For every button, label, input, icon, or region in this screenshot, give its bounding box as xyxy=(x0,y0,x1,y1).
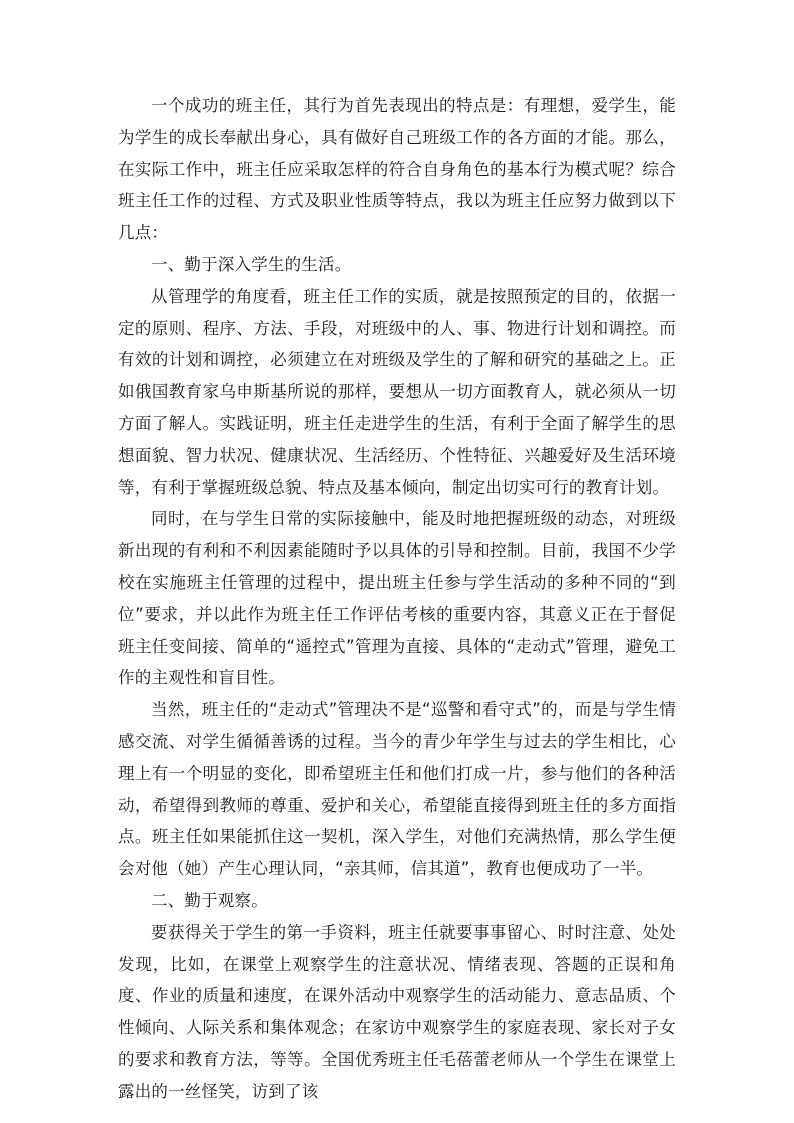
document-page xyxy=(118,90,676,1108)
section-heading-2: 二、勤于观察。 xyxy=(151,890,268,910)
body-paragraph-3: 当然，班主任的“走动式”管理决不是“巡警和看守式”的，而是与学生情感交流、对学生循循善诱的过程。当今的青少年学生与过去的学生相比，心理上有一个明显的变化，即希望班主任和他们打成一片，参与他们的各种活动，希望得到教师的尊重、爱护和关心，希望能直接得到班主任的多方面指点。班主任如果能抓住这一契机，深入学生，对他们充满热情，那么学生便会对他（她）产生心理认同，“亲其师，信其道”，教育也便成功了一半。 xyxy=(118,700,676,879)
intro-paragraph: 一个成功的班主任，其行为首先表现出的特点是：有理想，爱学生，能为学生的成长奉献出身心，具有做好自己班级工作的各方面的才能。那么，在实际工作中，班主任应采取怎样的符合自身角色的基本行为模式呢？综合班主任工作的过程、方式及职业性质等特点，我以为班主任应努力做到以下几点： xyxy=(118,96,676,243)
body-paragraph-2: 同时，在与学生日常的实际接触中，能及时地把握班级的动态，对班级新出现的有利和不利因素能随时予以具体的引导和控制。目前，我国不少学校在实施班主任管理的过程中，提出班主任参与学生活动的多种不同的“到位”要求，并以此作为班主任工作评估考核的重要内容，其意义正在于督促班主任变间接、简单的“遥控式”管理为直接、具体的“走动式”管理，避免工作的主观性和盲目性。 xyxy=(118,509,676,688)
section-heading-1: 一、勤于深入学生的生活。 xyxy=(151,254,352,274)
body-paragraph-1: 从管理学的角度看，班主任工作的实质，就是按照预定的目的，依据一定的原则、程序、方法、手段，对班级中的人、事、物进行计划和调控。而有效的计划和调控，必须建立在对班级及学生的了解和研究的基础之上。正如俄国教育家乌申斯基所说的那样，要想从一切方面教育人，就必须从一切方面了解人。实践证明，班主任走进学生的生活，有利于全面了解学生的思想面貌、智力状况、健康状况、生活经历、个性特征、兴趣爱好及生活环境等，有利于掌握班级总貌、特点及基本倾向，制定出切实可行的教育计划。 xyxy=(118,286,676,497)
body-paragraph-4: 要获得关于学生的第一手资料，班主任就要事事留心、时时注意、处处发现，比如，在课堂上观察学生的注意状况、情绪表现、答题的正误和角度、作业的质量和速度，在课外活动中观察学生的活动能力、意志品质、个性倾向、人际关系和集体观念；在家访中观察学生的家庭表现、家长对子女的要求和教育方法，等等。全国优秀班主任毛蓓蕾老师从一个学生在课堂上露出的一丝怪笑，访到了该 xyxy=(118,922,676,1101)
